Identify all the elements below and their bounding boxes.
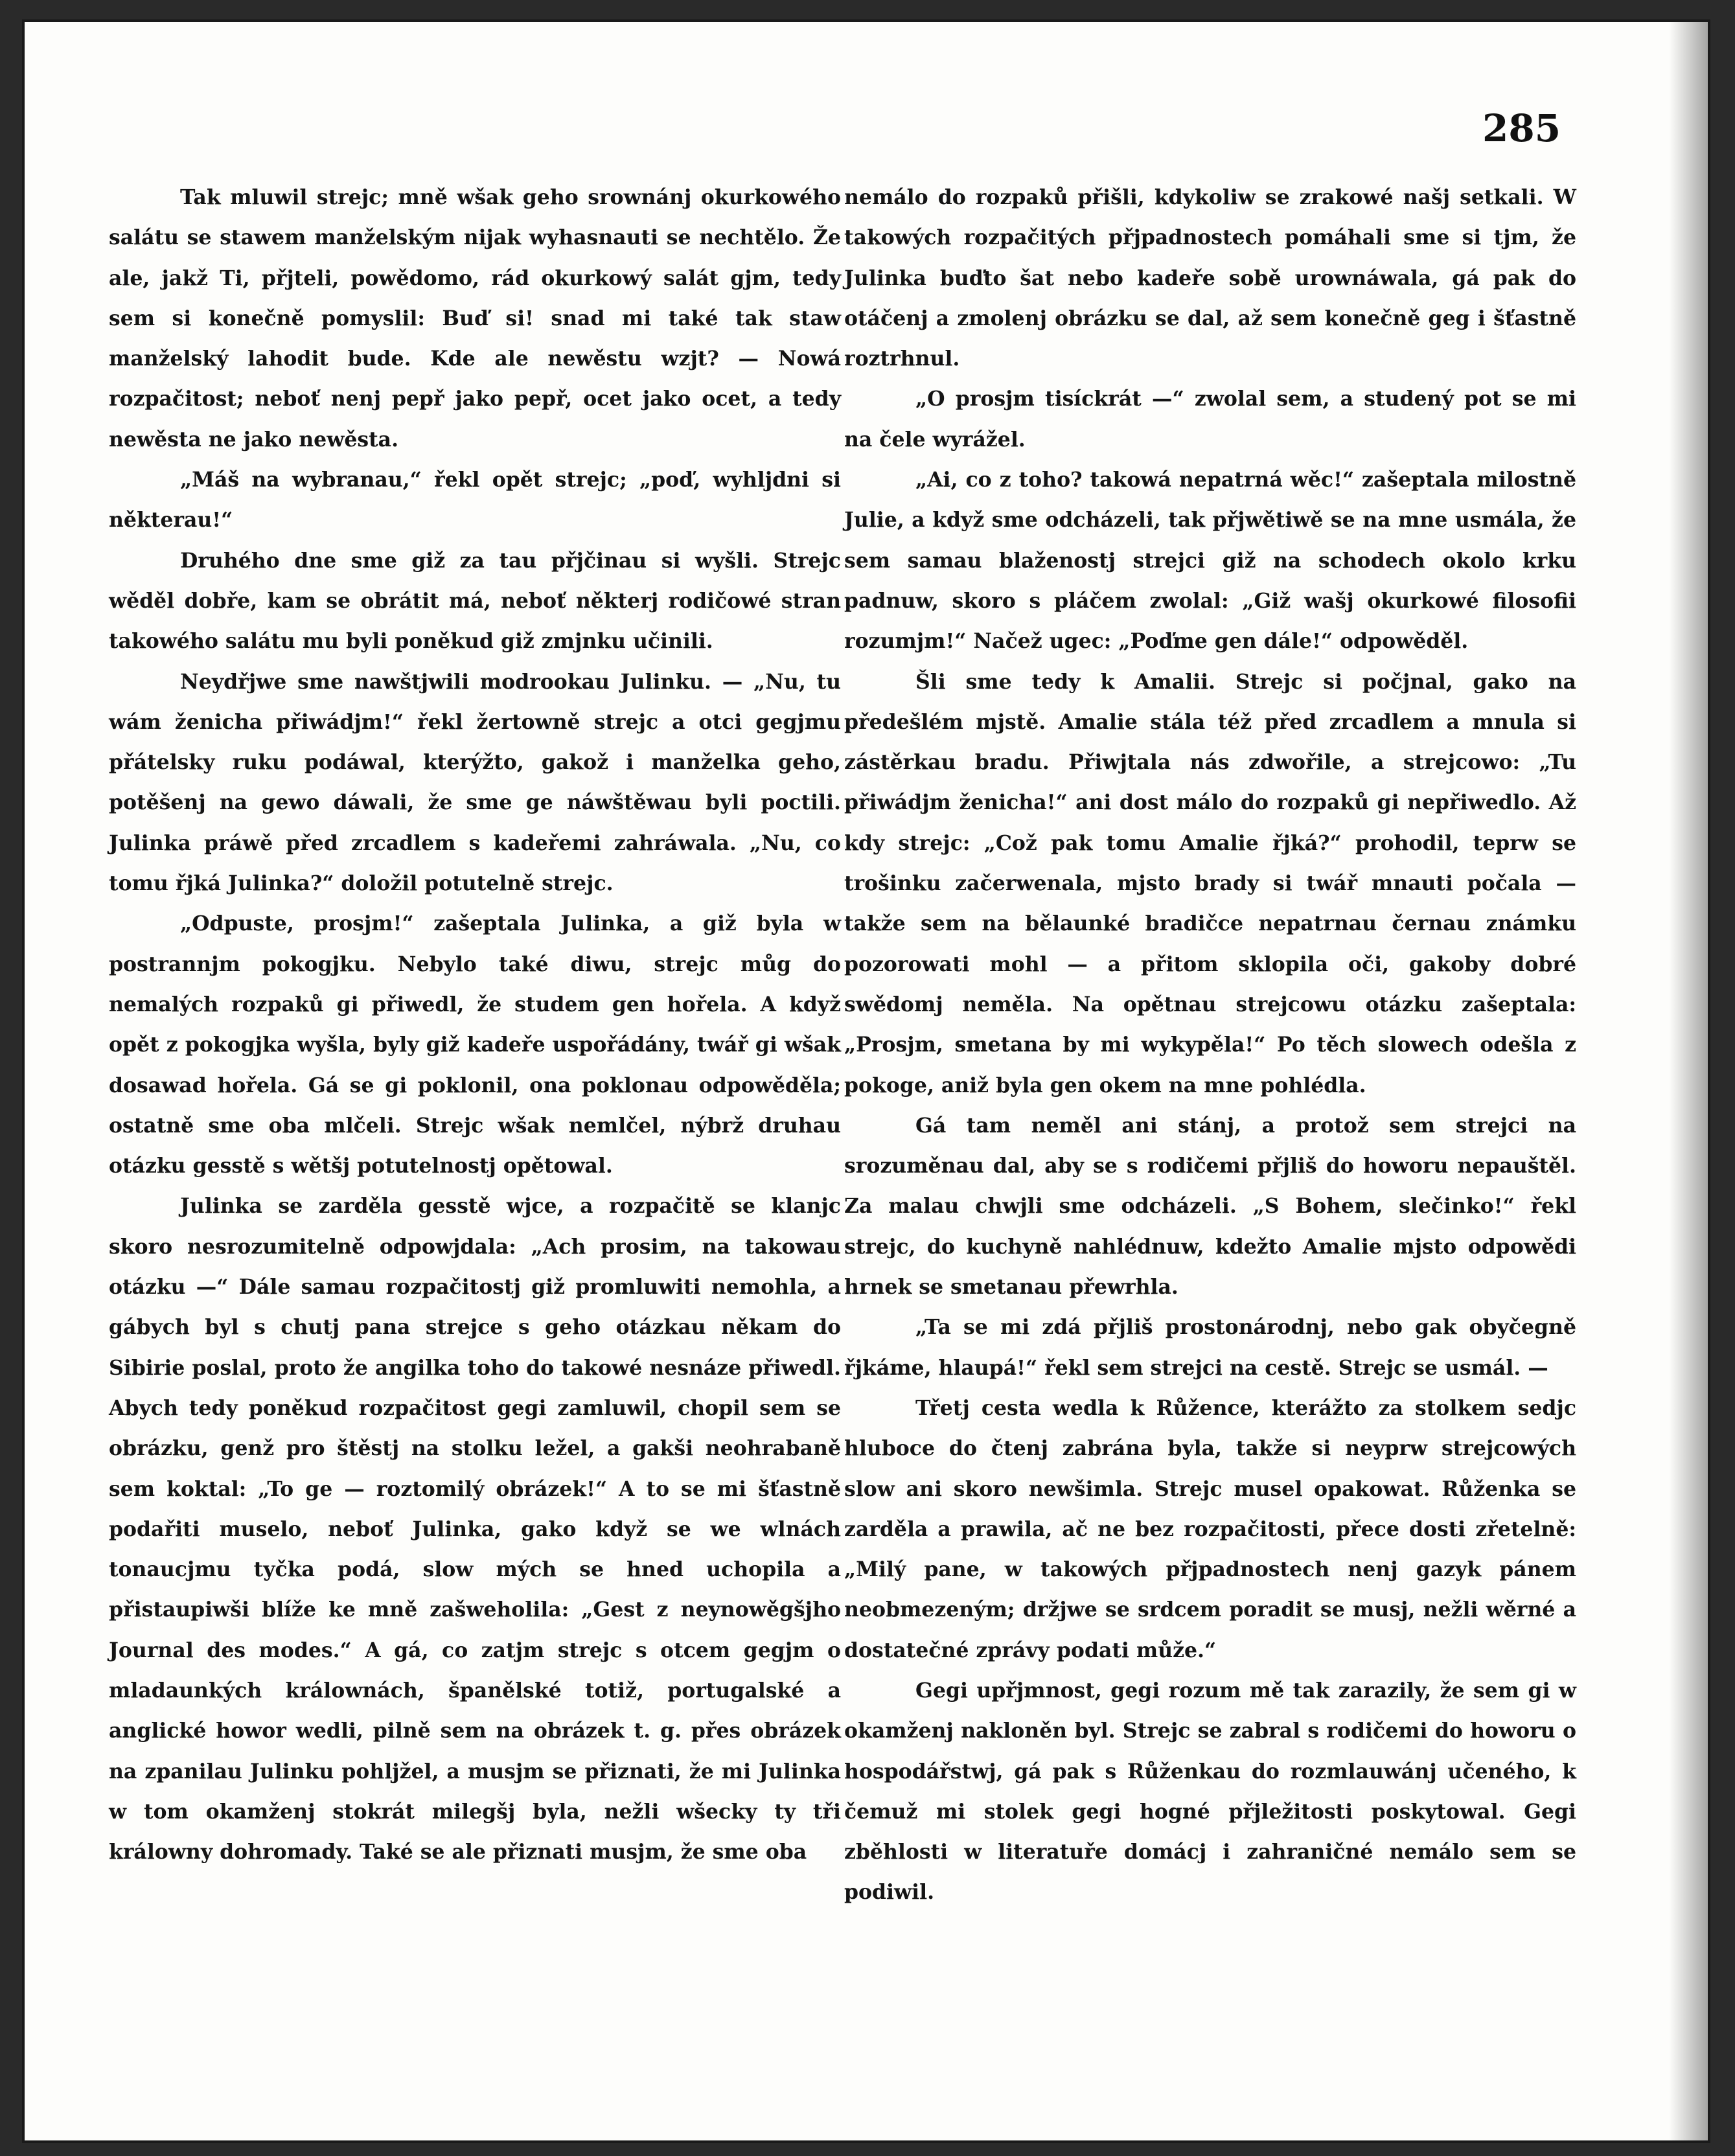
paragraph: „Ai, co z toho? takowá nepatrná wěc!“ zašeptala milostně Julie, a když sme odcházeli, tak přjwětiwě se na mne usmála, že sem samau blaženostj strejci giž na schodech okolo krku padnuw, skoro s pláčem zwolal: „Giž wašj okurkowé filosofii rozumjm!“ Načež ugec: „Poďme gen dále!“ odpowěděl. xyxy=(844,468,1576,654)
page-number: 285 xyxy=(1482,106,1561,150)
paragraph: Julinka se zarděla gesstě wjce, a rozpačitě se klanjc skoro nesrozumitelně odpowjdala: „Ach prosim, na takowau otázku —“ Dále samau rozpačitostj giž promluwiti nemohla, a gábych byl s chutj pana strejce s geho otázkau někam do Sibirie poslal, proto že angilka toho do takowé nesnáze přiwedl. Abych tedy poněkud rozpačitost gegi zamluwil, chopil sem se obrázku, genž pro štěstj na stolku ležel, a gakši neohrabaně sem koktal: „To ge — roztomilý obrázek!“ A to se mi šťastně podařiti muselo, neboť Julinka, gako když se we wlnách tonaucjmu tyčka podá, slow mých se hned uchopila a přistaupiwši blíže ke mně zašweholila: „Gest z neynowěgšjho Journal des modes.“ A gá, co zatjm strejc s otcem gegjm o mladaunkých králownách, španělské totiž, portugalské a anglické howor wedli, pilně sem na obrázek t. g. přes obrázek na zpanilau Julinku pohljžel, a musjm se přiznati, že mi Julinka w tom okamženj stokrát milegšj byla, nežli wšecky ty tři králowny dohromady. Také se ale přiznati musjm, že sme oba xyxy=(109,1194,841,1864)
paragraph: „Máš na wybranau,“ řekl opět strejc; „poď, wyhljdni si některau!“ xyxy=(109,468,841,533)
paragraph: Třetj cesta wedla k Růžence, kterážto za stolkem sedjc hluboce do čtenj zabrána byla, takže si neyprw strejcowých slow ani skoro newšimla. Strejc musel opakowat. Růženka se zarděla a prawila, ač ne bez rozpačitosti, přece dosti zřetelně: „Milý pane, w takowých přjpadnostech nenj gazyk pánem neobmezeným; držjwe se srdcem poradit se musj, nežli wěrné a dostatečné zprávy podati může.“ xyxy=(844,1395,1576,1662)
paragraph: Druhého dne sme giž za tau přjčinau si wyšli. Strejc wěděl dobře, kam se obrátit má, neboť některj rodičowé stran takowého salátu mu byli poněkud giž zmjnku učinili. xyxy=(109,548,841,654)
left-column xyxy=(109,178,841,1872)
paragraph: Gegi upřjmnost, gegi rozum mě tak zarazily, že sem gi w okamženj nakloněn byl. Strejc se zabral s rodičemi do howoru o hospodářstwj, gá pak s Růženkau do rozmlauwánj učeného, k čemuž mi stolek gegi hogné přjležitosti poskytowal. Gegi zběhlosti w literatuře domácj i zahraničné nemálo sem se podiwil. xyxy=(844,1678,1576,1905)
paragraph: Šli sme tedy k Amalii. Strejc si počjnal, gako na předešlém mjstě. Amalie stála též před zrcadlem a mnula si zástěrkau bradu. Přiwjtala nás zdwořile, a strejcowo: „Tu přiwádjm ženicha!“ ani dost málo do rozpaků gi nepřiwedlo. Až kdy strejc: „Což pak tomu Amalie řjká?“ prohodil, teprw se trošinku začerwenala, mjsto brady si twář mnauti počala — takže sem na bělaunké bradičce nepatrnau černau známku pozorowati mohl — a přitom sklopila oči, gakoby dobré swědomj neměla. Na opětnau strejcowu otázku zašeptala: „Prosjm, smetana by mi wykypěla!“ Po těch slowech odešla z pokoge, aniž byla gen okem na mne pohlédla. xyxy=(844,669,1576,1097)
paragraph: Gá tam neměl ani stánj, a protož sem strejci na srozuměnau dal, aby se s rodičemi přjliš do howoru nepauštěl. Za malau chwjli sme odcházeli. „S Bohem, slečinko!“ řekl strejc, do kuchyně nahlédnuw, kdežto Amalie mjsto odpowědi hrnek se smetanau přewrhla. xyxy=(844,1113,1576,1300)
paragraph: „O prosjm tisíckrát —“ zwolal sem, a studený pot se mi na čele wyrážel. xyxy=(844,387,1576,452)
paragraph: Tak mluwil strejc; mně wšak geho srownánj okurkowého salátu se stawem manželským nijak wyhasnauti se nechtělo. Že ale, jakž Ti, přjteli, powědomo, rád okurkowý salát gjm, tedy sem si konečně pomyslil: Buď si! snad mi také tak staw manželský lahodit bude. Kde ale newěstu wzjt? — Nowá rozpačitost; neboť nenj pepř jako pepř, ocet jako ocet, a tedy newěsta ne jako newěsta. xyxy=(109,185,841,452)
right-column xyxy=(844,178,1576,1913)
paragraph: Neydřjwe sme nawštjwili modrookau Julinku. — „Nu, tu wám ženicha přiwádjm!“ řekl žertowně strejc a otci gegjmu přátelsky ruku podáwal, kterýžto, gakož i manželka geho, potěšenj na gewo dáwali, že sme ge náwštěwau byli poctili. Julinka práwě před zrcadlem s kadeřemi zahráwala. „Nu, co tomu řjká Julinka?“ doložil potutelně strejc. xyxy=(109,669,841,896)
paragraph: „Odpuste, prosjm!“ zašeptala Julinka, a giž byla w postrannjm pokogjku. Nebylo také diwu, strejc můg do nemalých rozpaků gi přiwedl, že studem gen hořela. A když opět z pokogjka wyšla, byly giž kadeře uspořádány, twář gi wšak dosawad hořela. Gá se gi poklonil, ona poklonau odpowěděla; ostatně sme oba mlčeli. Strejc wšak nemlčel, nýbrž druhau otázku gesstě s wětšj potutelnostj opětowal. xyxy=(109,912,841,1178)
page-edge-shadow xyxy=(1669,22,1708,2140)
paragraph-continued: nemálo do rozpaků přišli, kdykoliw se zrakowé našj setkali. W takowých rozpačitých přjpadnostech pomáhali sme si tjm, že Julinka buďto šat nebo kadeře sobě urownáwala, gá pak do otáčenj a zmolenj obrázku se dal, až sem konečně geg i šťastně roztrhnul. xyxy=(844,185,1576,371)
book-page xyxy=(25,22,1708,2140)
paragraph: „Ta se mi zdá přjliš prostonárodnj, nebo gak obyčegně řjkáme, hlaupá!“ řekl sem strejci na cestě. Strejc se usmál. — xyxy=(844,1315,1576,1380)
